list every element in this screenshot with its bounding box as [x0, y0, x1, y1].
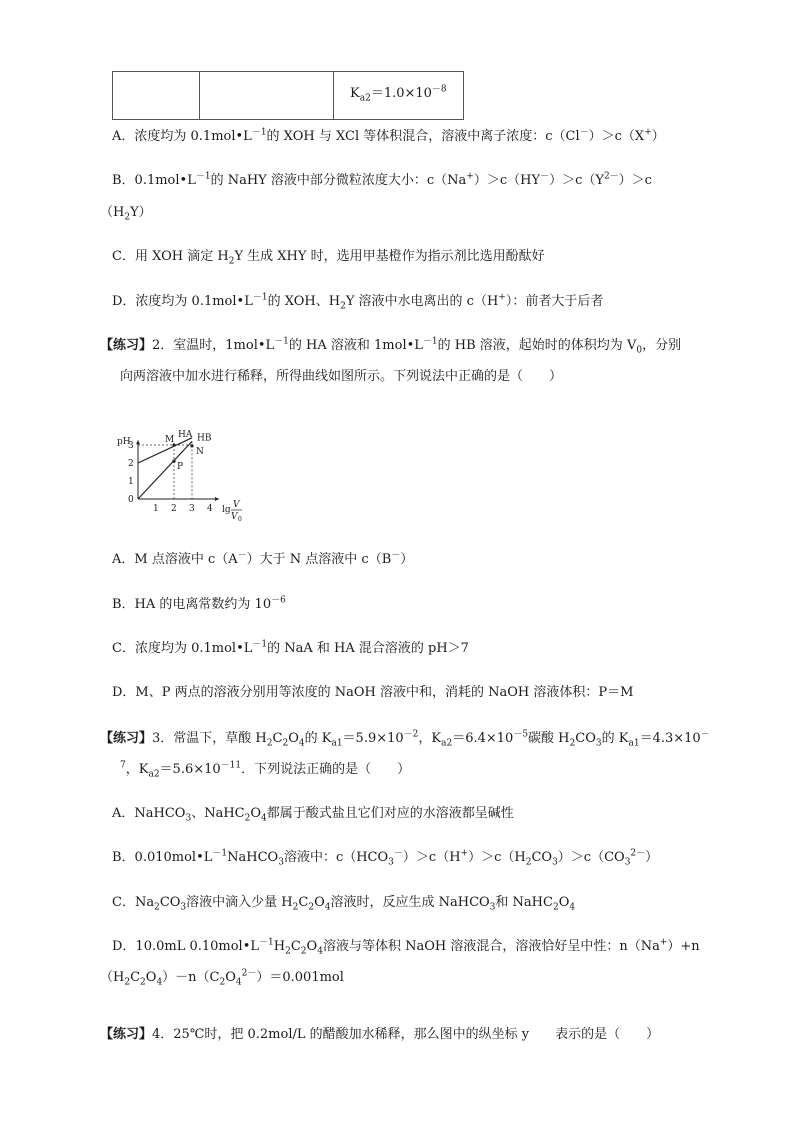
- q2-option-c: C．浓度均为 $0.1mol•L^{-1}$的 NaA 和 HA 混合溶液的 pH＞7: [112, 639, 469, 656]
- question-3-stem: 【练习】3．常温下，草酸 $H_2C_2O_4$的 $K_{a1}=5.9\times 10^{-2}$，$K_{a2}=6.4\times 10^{-5}$碳酸 $H_2CO_3$的 $K_{a1}=4.3\times 10^-$: [100, 729, 710, 749]
- option-d: D．浓度均为 $0.1mol•L^{-1}$的 XOH、$H_2Y$ 溶液中水电离出的 c（H+）：前者大于后者: [112, 292, 604, 312]
- x-tick-label: 4: [207, 504, 213, 514]
- x-axis-label-num: V: [233, 500, 240, 510]
- option-b-continued: $(H_2Y)$: [100, 205, 152, 223]
- q3-option-c: C．$Na_2CO_3$溶液中滴入少量 $H_2C_2O_4$溶液时，反应生成 NaHCO$_3$和 $NaHC_2O_4$: [112, 895, 576, 913]
- q2-option-b: B．HA 的电离常数约为 $10^{-6}$: [112, 595, 286, 612]
- question-2-stem: 【练习】2．室温时，$1mol•L^{-1}$的 HA 溶液和 $1mol•L^{-1}$的 HB 溶液，起始时的体积均为 $V_0$，分别: [100, 336, 682, 356]
- x-tick-label: 1: [153, 504, 159, 514]
- question-2-stem-continued: 向两溶液中加水进行稀释，所得曲线如图所示。下列说法中正确的是（ ）: [120, 369, 563, 384]
- y-axis-label: pH: [117, 437, 131, 448]
- q3-option-b: B．$0.010mol•L^{-1}NaHCO_3$溶液中：$c(HCO_3^-)>c(H^+)>c(H_2CO_3)>c(CO_3^{2-})$: [112, 848, 659, 868]
- q3-option-d: D．10.0mL $0.10mol•L^{-1}H_2C_2O_4$溶液与等体积 NaOH 溶液混合，溶液恰好呈中性：n（Na+）+n: [112, 937, 700, 957]
- x-tick-label: 3: [189, 504, 195, 514]
- series-label-hb: HB: [197, 433, 212, 444]
- series-label-ha: HA: [178, 429, 193, 440]
- x-axis-arrow: [215, 497, 219, 501]
- q3-option-a: A．NaHCO$_3$、$NaHC_2O_4$都属于酸式盐且它们对应的水溶液都呈碱性: [112, 806, 514, 824]
- point-label-p: P: [177, 462, 184, 473]
- question-3-stem-continued: $^7$，$K_{a2}=5.6\times 10^{-11}$．下列说法正确的是（ ）: [120, 760, 411, 780]
- option-b: B．$0.1mol•L^{-1}$的 NaHY 溶液中部分微粒浓度大小：$c(Na^+)>c(HY^-)>c(Y^{2-})>c$: [112, 171, 652, 188]
- point-p: [172, 460, 175, 463]
- y-tick-label: 3: [128, 441, 134, 451]
- table-cell-2: [200, 72, 334, 120]
- y-axis-arrow: [136, 440, 140, 444]
- x-axis-label-den-sub: 0: [238, 516, 242, 523]
- y-tick-label: 1: [128, 477, 134, 487]
- constants-table: [112, 71, 464, 120]
- option-c: C．用 XOH 滴定 $H_2Y$ 生成 XHY 时，选用甲基橙作为指示剂比选用酚酞好: [112, 249, 545, 267]
- q2-option-d: D．M、P 两点的溶液分别用等浓度的 NaOH 溶液中和，消耗的 NaOH 溶液体积：P＝M: [112, 685, 634, 700]
- y-tick-label: 2: [128, 459, 134, 469]
- point-label-n: N: [196, 446, 204, 457]
- dilution-ph-chart: [112, 406, 252, 526]
- point-label-m: M: [165, 435, 175, 445]
- x-axis-label-den: V: [231, 512, 238, 522]
- q2-option-a: A．M 点溶液中 c（A－）大于 N 点溶液中 c（B－）: [112, 550, 414, 567]
- table-cell-1: [113, 72, 200, 120]
- table-row: [113, 72, 464, 120]
- table-cell-3: $K_{a2}=1.0\times 10^{-8}$: [334, 72, 464, 120]
- q3-option-d-continued: $(H_2C_2O_4)-n(C_2O_4^{2-})=0.001mol$: [100, 968, 344, 988]
- x-axis-label-lg: lg: [222, 505, 231, 515]
- option-a: A．浓度均为 $0.1mol•L^{-1}$的 XOH 与 XCl 等体积混合，溶液中离子浓度：c（Cl－）＞c（X+）: [112, 127, 665, 144]
- question-4-stem: 【练习】4．25℃时，把 0.2mol/L 的醋酸加水稀释，那么图中的纵坐标 y 表示的是（ ）: [100, 1027, 660, 1042]
- y-tick-label: 0: [128, 495, 134, 505]
- point-n: [190, 444, 193, 447]
- x-tick-label: 2: [171, 504, 177, 514]
